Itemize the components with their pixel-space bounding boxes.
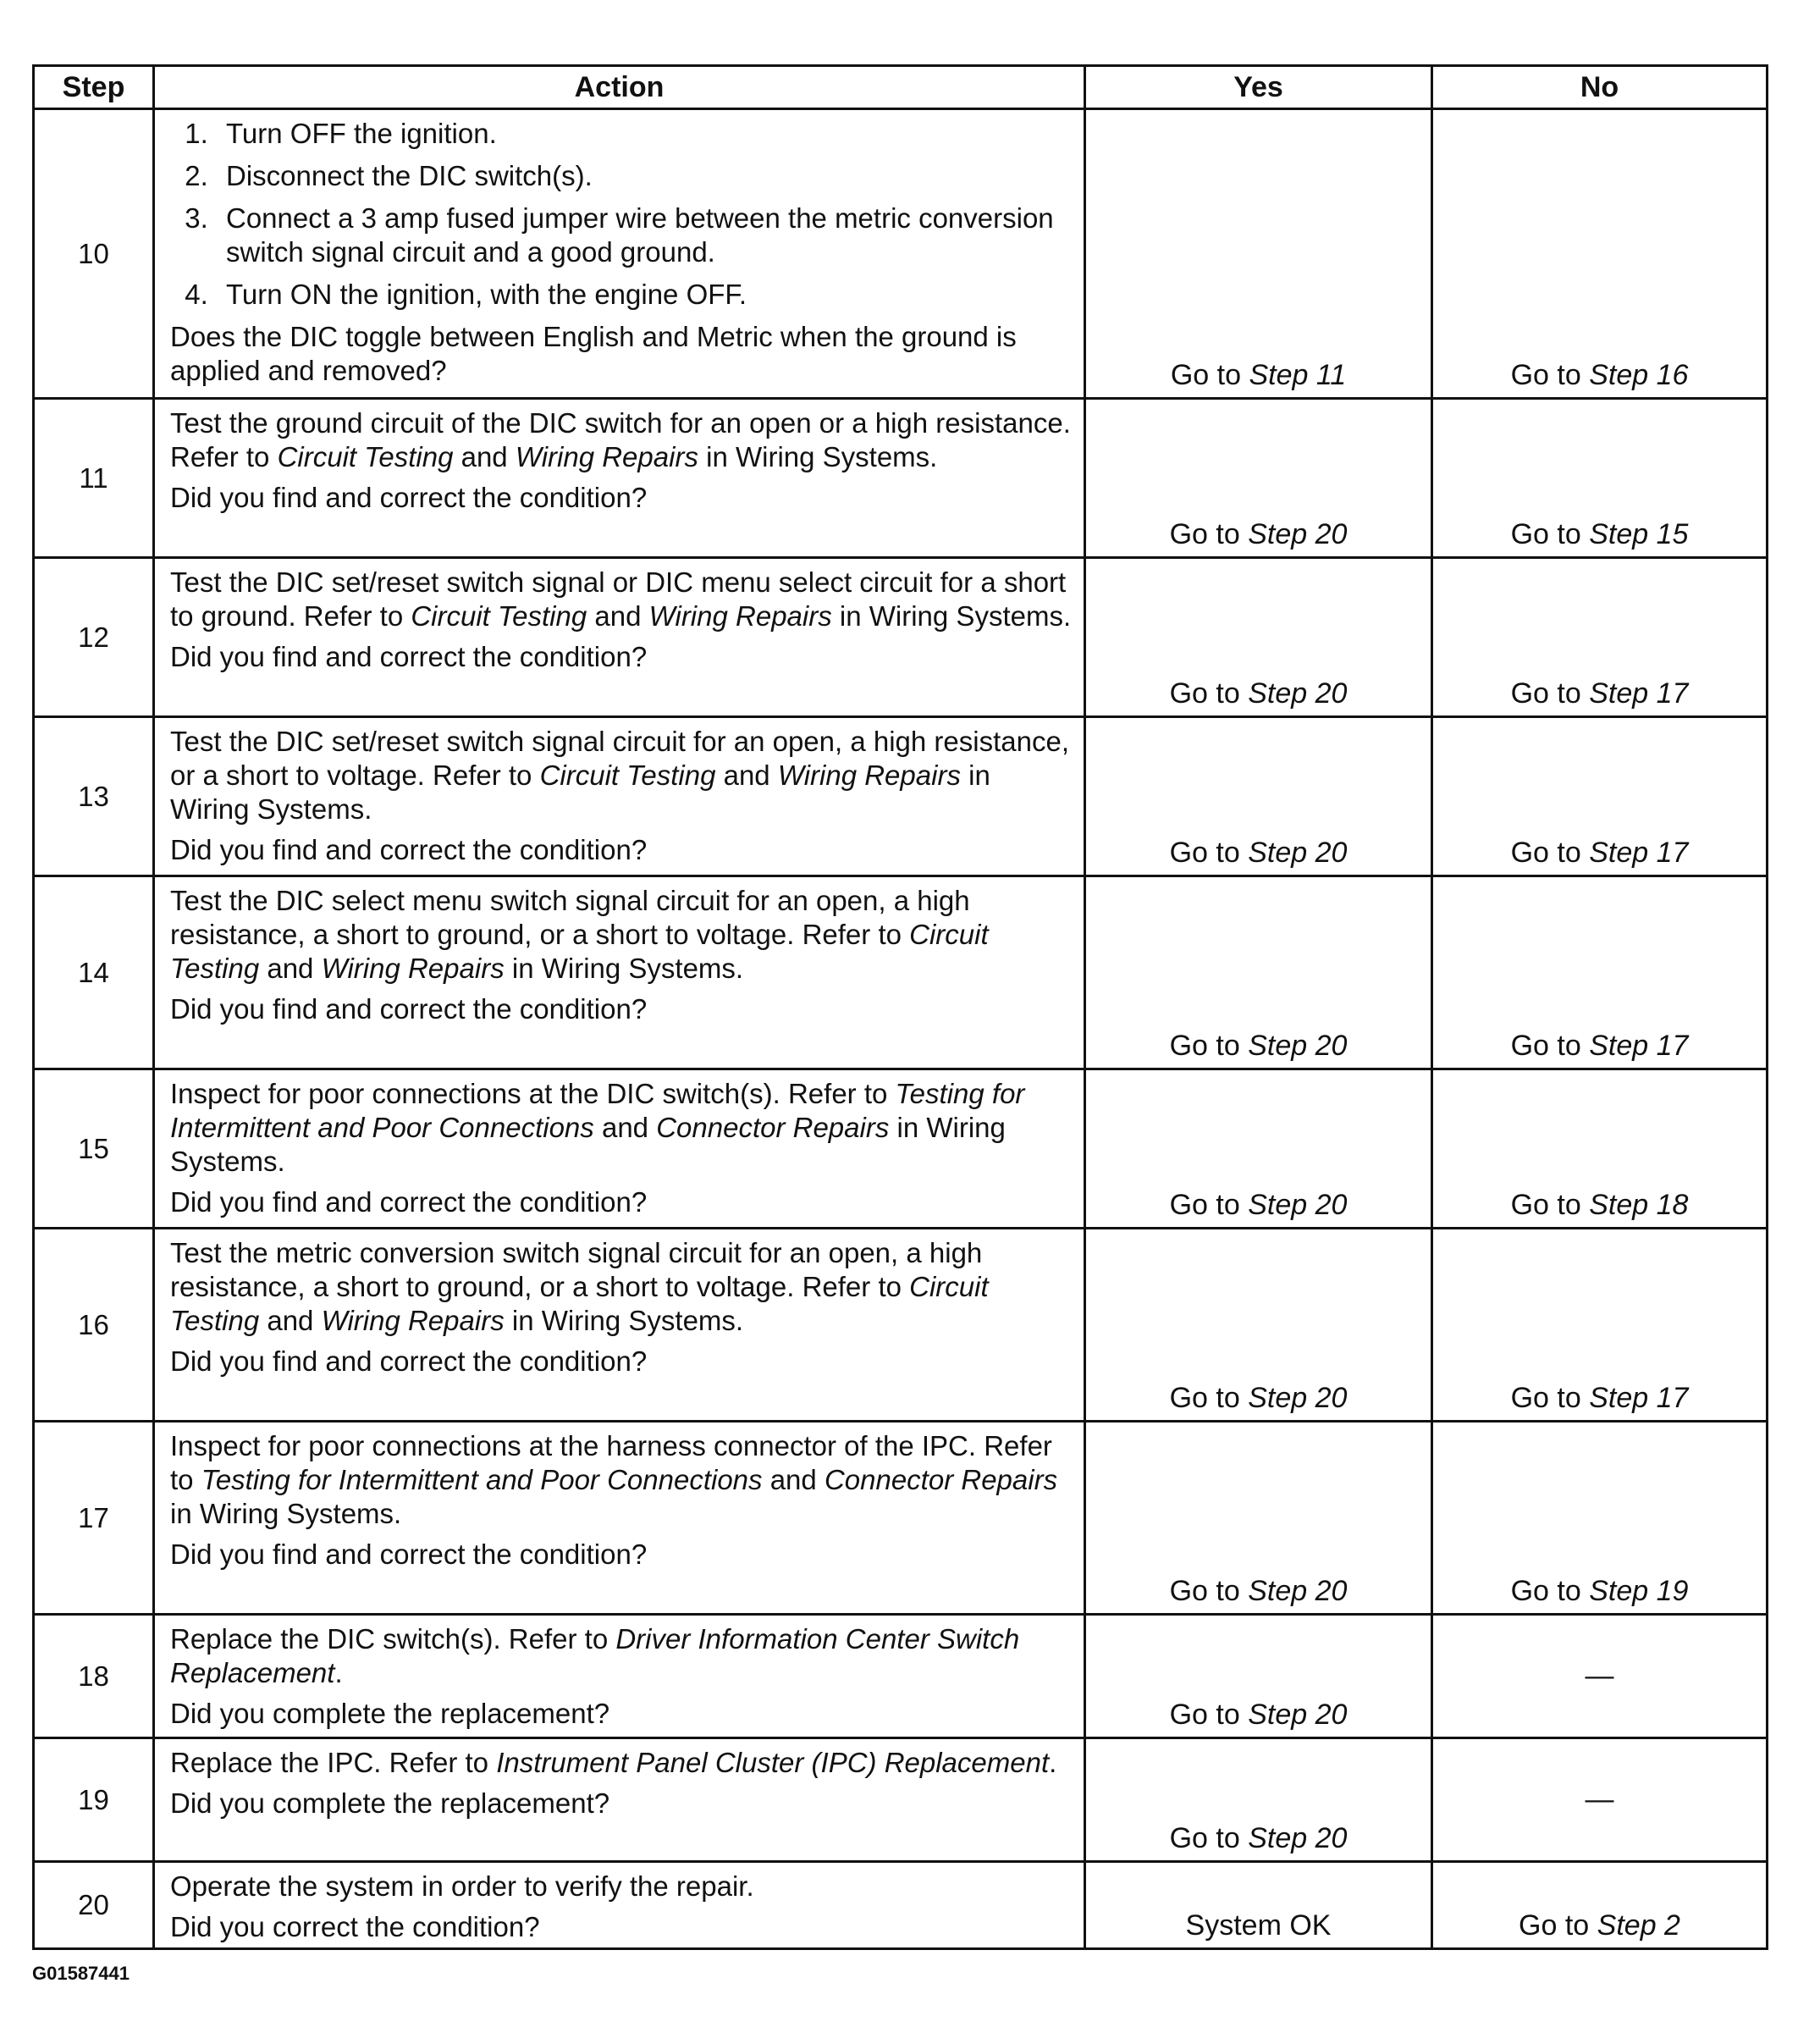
table-row <box>34 1069 1768 1229</box>
no-step-link[interactable]: Step 19 <box>1589 1575 1689 1607</box>
no-step-link[interactable]: Step 17 <box>1589 1030 1689 1062</box>
reference-link[interactable]: Connector Repairs <box>824 1464 1058 1495</box>
yes-result <box>1085 1069 1432 1229</box>
action-question: Did you find and correct the condition? <box>170 641 648 672</box>
table-row <box>34 876 1768 1069</box>
substep-list <box>170 117 1075 312</box>
reference-link[interactable]: Wiring Repairs <box>777 760 961 791</box>
action-question: Did you find and correct the condition? <box>170 1186 648 1218</box>
no-result <box>1432 1862 1768 1949</box>
action-cell <box>154 109 1085 399</box>
header-yes: Yes <box>1085 66 1432 109</box>
action-cell <box>154 876 1085 1069</box>
yes-prefix: Go to <box>1169 1699 1240 1731</box>
yes-prefix: Go to <box>1169 837 1240 869</box>
yes-step-link[interactable]: Step 11 <box>1249 359 1347 391</box>
no-result <box>1432 109 1768 399</box>
yes-result <box>1085 399 1432 558</box>
action-text: Replace the IPC. Refer to Instrument Panel Cluster (IPC) Replacement. <box>170 1747 1057 1778</box>
reference-link[interactable]: Driver Information Center Switch Replacement <box>170 1623 1020 1688</box>
yes-result <box>1085 1738 1432 1862</box>
yes-prefix: Go to <box>1169 677 1240 710</box>
step-number: 16 <box>34 1229 154 1422</box>
yes-step-link[interactable]: Step 20 <box>1248 1822 1348 1854</box>
yes-step-link[interactable]: Step 20 <box>1248 837 1348 869</box>
yes-step-link[interactable]: Step 20 <box>1248 1575 1348 1607</box>
no-step-link[interactable]: Step 17 <box>1589 837 1689 869</box>
reference-link[interactable]: Testing for Intermittent and Poor Connections <box>170 1078 1025 1143</box>
no-result <box>1432 717 1768 876</box>
reference-link[interactable]: Wiring Repairs <box>515 441 698 472</box>
reference-link[interactable]: Wiring Repairs <box>321 953 505 984</box>
header-step: Step <box>34 66 154 109</box>
reference-link[interactable]: Circuit Testing <box>277 441 454 472</box>
no-step-link[interactable]: Step 18 <box>1589 1189 1689 1221</box>
action-question: Did you find and correct the condition? <box>170 993 648 1025</box>
action-question: Does the DIC toggle between English and Metric when the ground is applied and removed? <box>170 321 1017 386</box>
no-result <box>1432 558 1768 717</box>
yes-result <box>1085 1615 1432 1738</box>
yes-prefix: Go to <box>1169 1822 1240 1854</box>
figure-id: G01587441 <box>32 1963 130 1984</box>
step-number: 13 <box>34 717 154 876</box>
yes-step-link[interactable]: Step 20 <box>1248 1699 1348 1731</box>
no-step-link[interactable]: Step 15 <box>1589 518 1689 550</box>
no-result <box>1432 1229 1768 1422</box>
action-question: Did you correct the condition? <box>170 1911 540 1942</box>
dash-text: — <box>1585 1660 1614 1692</box>
yes-step-link[interactable]: Step 20 <box>1248 1382 1348 1414</box>
no-step-link[interactable]: Step 16 <box>1589 359 1689 391</box>
action-text: Test the DIC set/reset switch signal circuit for an open, a high resistance, or a short to voltage. Refer to Circuit Testing and Wiring Repairs in Wiring Systems. <box>170 726 1069 825</box>
header-row <box>34 66 1768 109</box>
no-prefix: Go to <box>1510 1189 1581 1221</box>
reference-link[interactable]: Circuit Testing <box>170 919 989 984</box>
no-result <box>1432 399 1768 558</box>
yes-result <box>1085 717 1432 876</box>
reference-link[interactable]: Wiring Repairs <box>321 1305 505 1336</box>
no-step-link[interactable]: Step 17 <box>1589 1382 1689 1414</box>
reference-link[interactable]: Connector Repairs <box>656 1112 890 1143</box>
reference-link[interactable]: Wiring Repairs <box>648 600 832 632</box>
step-number: 11 <box>34 399 154 558</box>
action-cell <box>154 558 1085 717</box>
dash-text: — <box>1585 1783 1614 1815</box>
action-cell <box>154 1069 1085 1229</box>
header-action: Action <box>154 66 1085 109</box>
action-text: Inspect for poor connections at the DIC switch(s). Refer to Testing for Intermittent and Poor Connections and Connector Repairs in Wiring Systems. <box>170 1078 1025 1177</box>
yes-prefix: Go to <box>1169 1575 1240 1607</box>
action-cell <box>154 399 1085 558</box>
yes-step-link[interactable]: Step 20 <box>1248 518 1348 550</box>
no-result <box>1432 1615 1768 1738</box>
no-result <box>1432 1069 1768 1229</box>
yes-prefix: Go to <box>1169 518 1240 550</box>
no-prefix: Go to <box>1510 1382 1581 1414</box>
action-question: Did you find and correct the condition? <box>170 834 648 865</box>
action-question: Did you complete the replacement? <box>170 1787 610 1819</box>
table-row <box>34 1738 1768 1862</box>
reference-link[interactable]: Circuit Testing <box>170 1271 989 1336</box>
no-prefix: Go to <box>1510 677 1581 710</box>
step-number: 18 <box>34 1615 154 1738</box>
step-number: 10 <box>34 109 154 399</box>
yes-result <box>1085 876 1432 1069</box>
yes-result: System OK <box>1085 1862 1432 1949</box>
step-number: 19 <box>34 1738 154 1862</box>
table-row <box>34 109 1768 399</box>
reference-link[interactable]: Circuit Testing <box>411 600 587 632</box>
substep-item: 4. Turn ON the ignition, with the engine OFF. <box>216 278 1075 312</box>
yes-result <box>1085 1422 1432 1615</box>
no-prefix: Go to <box>1510 1030 1581 1062</box>
action-text: Replace the DIC switch(s). Refer to Driver Information Center Switch Replacement. <box>170 1623 1020 1688</box>
action-question: Did you find and correct the condition? <box>170 1539 648 1570</box>
step-number: 14 <box>34 876 154 1069</box>
yes-prefix: Go to <box>1169 1030 1240 1062</box>
diagnostic-table <box>32 64 1768 1950</box>
table-row <box>34 1615 1768 1738</box>
substep-item: 3. Connect a 3 amp fused jumper wire between the metric conversion switch signal circuit and a good ground. <box>216 202 1075 269</box>
step-number: 17 <box>34 1422 154 1615</box>
action-question: Did you find and correct the condition? <box>170 482 648 513</box>
action-text: Test the ground circuit of the DIC switch for an open or a high resistance. Refer to Circuit Testing and Wiring Repairs in Wiring Systems. <box>170 407 1071 472</box>
yes-result <box>1085 558 1432 717</box>
yes-prefix: Go to <box>1169 1189 1240 1221</box>
no-prefix: Go to <box>1510 359 1581 391</box>
yes-step-link[interactable]: Step 20 <box>1248 1189 1348 1221</box>
no-prefix: Go to <box>1510 518 1581 550</box>
action-question: Did you complete the replacement? <box>170 1698 610 1729</box>
table-row <box>34 1862 1768 1949</box>
no-result <box>1432 876 1768 1069</box>
no-prefix: Go to <box>1510 1575 1581 1607</box>
table-row <box>34 399 1768 558</box>
table-row <box>34 717 1768 876</box>
yes-step-link[interactable]: Step 20 <box>1248 677 1348 710</box>
step-number: 12 <box>34 558 154 717</box>
action-cell <box>154 1862 1085 1949</box>
substep-item: 2. Disconnect the DIC switch(s). <box>216 159 1075 193</box>
action-cell <box>154 717 1085 876</box>
action-cell <box>154 1229 1085 1422</box>
step-number: 15 <box>34 1069 154 1229</box>
no-step-link[interactable]: Step 2 <box>1597 1909 1680 1942</box>
table-row <box>34 1229 1768 1422</box>
reference-link[interactable]: Testing for Intermittent and Poor Connections <box>201 1464 763 1495</box>
no-prefix: Go to <box>1519 1909 1590 1942</box>
step-number: 20 <box>34 1862 154 1949</box>
yes-prefix: Go to <box>1169 1382 1240 1414</box>
no-prefix: Go to <box>1510 837 1581 869</box>
yes-result <box>1085 1229 1432 1422</box>
no-result <box>1432 1422 1768 1615</box>
substep-item: 1. Turn OFF the ignition. <box>216 117 1075 151</box>
reference-link[interactable]: Circuit Testing <box>539 760 716 791</box>
no-step-link[interactable]: Step 17 <box>1589 677 1689 710</box>
header-no: No <box>1432 66 1768 109</box>
action-question: Did you find and correct the condition? <box>170 1345 648 1377</box>
no-result <box>1432 1738 1768 1862</box>
yes-step-link[interactable]: Step 20 <box>1248 1030 1348 1062</box>
action-cell <box>154 1738 1085 1862</box>
action-text: Operate the system in order to verify the repair. <box>170 1870 754 1902</box>
action-text: Test the DIC select menu switch signal circuit for an open, a high resistance, a short to ground, or a short to voltage. Refer to Circuit Testing and Wiring Repairs in Wiring Systems. <box>170 885 989 984</box>
reference-link[interactable]: Instrument Panel Cluster (IPC) Replacement <box>496 1747 1050 1778</box>
action-text: Test the metric conversion switch signal circuit for an open, a high resistance, a short to ground, or a short to voltage. Refer to Circuit Testing and Wiring Repairs in Wiring Systems. <box>170 1237 989 1336</box>
action-text: Inspect for poor connections at the harness connector of the IPC. Refer to Testing for Intermittent and Poor Connections and Connector Repairs in Wiring Systems. <box>170 1430 1058 1529</box>
yes-prefix: Go to <box>1170 359 1242 391</box>
action-text: Test the DIC set/reset switch signal or DIC menu select circuit for a short to ground. Refer to Circuit Testing and Wiring Repairs in Wiring Systems. <box>170 566 1072 632</box>
table-row <box>34 558 1768 717</box>
action-cell <box>154 1422 1085 1615</box>
table-row <box>34 1422 1768 1615</box>
action-cell <box>154 1615 1085 1738</box>
yes-result <box>1085 109 1432 399</box>
